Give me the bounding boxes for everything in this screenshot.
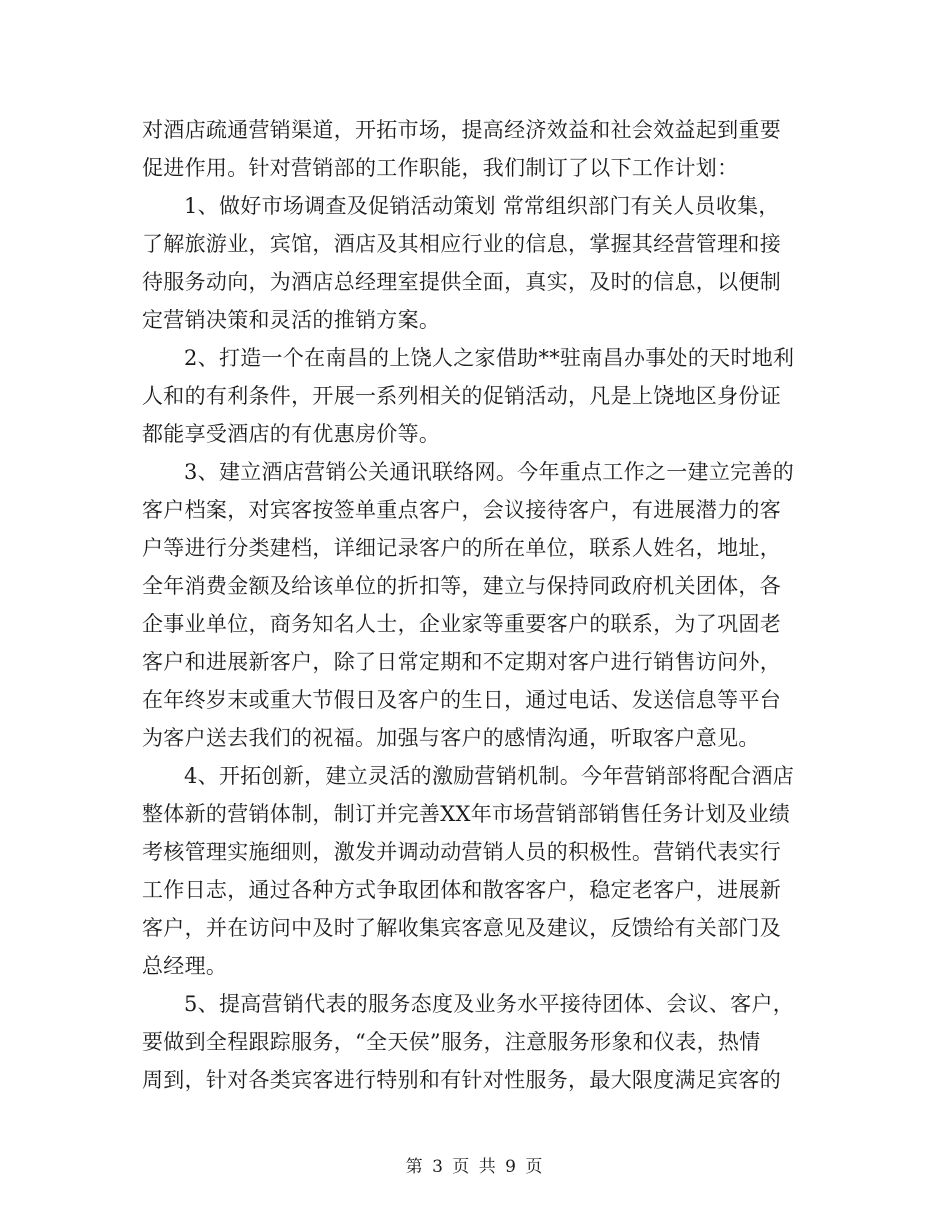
text-line: 企事业单位，商务知名人士，企业家等重要客户的联系，为了巩固老	[142, 612, 781, 636]
text-line: 对酒店疏通营销渠道，开拓市场，提高经济效益和社会效益起到重要	[142, 118, 781, 142]
text-line: 定营销决策和灵活的推销方案。	[142, 308, 441, 332]
text-line: 考核管理实施细则，激发并调动动营销人员的积极性。营销代表实行	[142, 840, 781, 864]
text-line: 2、打造一个在南昌的上饶人之家借助**驻南昌办事处的天时地利	[184, 346, 795, 370]
text-line: 全年消费金额及给该单位的折扣等，建立与保持同政府机关团体，各	[142, 574, 781, 598]
text-line: 客户档案，对宾客按签单重点客户，会议接待客户，有进展潜力的客	[142, 498, 781, 522]
text-line: 1、做好市场调查及促销活动策划 常常组织部门有关人员收集，	[184, 194, 780, 218]
text-line: 周到，针对各类宾客进行特别和有针对性服务，最大限度满足宾客的	[142, 1068, 781, 1092]
text-line: 要做到全程跟踪服务，“全天侯”服务，注意服务形象和仪表，热情	[142, 1030, 761, 1054]
text-line: 4、开拓创新，建立灵活的激励营销机制。今年营销部将配合酒店	[184, 764, 795, 788]
text-line: 都能享受酒店的有优惠房价等。	[142, 422, 441, 446]
text-line: 促进作用。针对营销部的工作职能，我们制订了以下工作计划：	[142, 156, 739, 180]
paragraph-5	[142, 757, 822, 985]
text-line: 户等进行分类建档，详细记录客户的所在单位，联系人姓名，地址，	[142, 536, 781, 560]
paragraph-2	[142, 187, 822, 339]
paragraph-6	[142, 985, 822, 1099]
text-line: 整体新的营销体制，制订并完善XX年市场营销部销售任务计划及业绩	[142, 802, 791, 826]
paragraph-3	[142, 339, 822, 453]
text-line: 人和的有利条件，开展一系列相关的促销活动，凡是上饶地区身份证	[142, 384, 781, 408]
text-line: 工作日志，通过各种方式争取团体和散客客户，稳定老客户，进展新	[142, 878, 781, 902]
text-line: 客户，并在访问中及时了解收集宾客意见及建议，反馈给有关部门及	[142, 916, 781, 940]
text-line: 5、提高营销代表的服务态度及业务水平接待团体、会议、客户，	[184, 992, 795, 1016]
text-line: 总经理。	[142, 954, 228, 978]
text-line: 待服务动向，为酒店总经理室提供全面，真实，及时的信息，以便制	[142, 270, 781, 294]
text-line: 为客户送去我们的祝福。加强与客户的感情沟通，听取客户意见。	[142, 726, 760, 750]
text-line: 3、建立酒店营销公关通讯联络网。今年重点工作之一建立完善的	[184, 460, 795, 484]
text-line: 客户和进展新客户，除了日常定期和不定期对客户进行销售访问外，	[142, 650, 781, 674]
page-number-footer: 第 3 页 共 9 页	[405, 1157, 545, 1177]
paragraph-4	[142, 453, 822, 757]
document-body	[142, 111, 822, 1099]
text-line: 在年终岁末或重大节假日及客户的生日，通过电话、发送信息等平台	[142, 688, 781, 712]
paragraph-1	[142, 111, 822, 187]
text-line: 了解旅游业，宾馆，酒店及其相应行业的信息，掌握其经营管理和接	[142, 232, 781, 256]
